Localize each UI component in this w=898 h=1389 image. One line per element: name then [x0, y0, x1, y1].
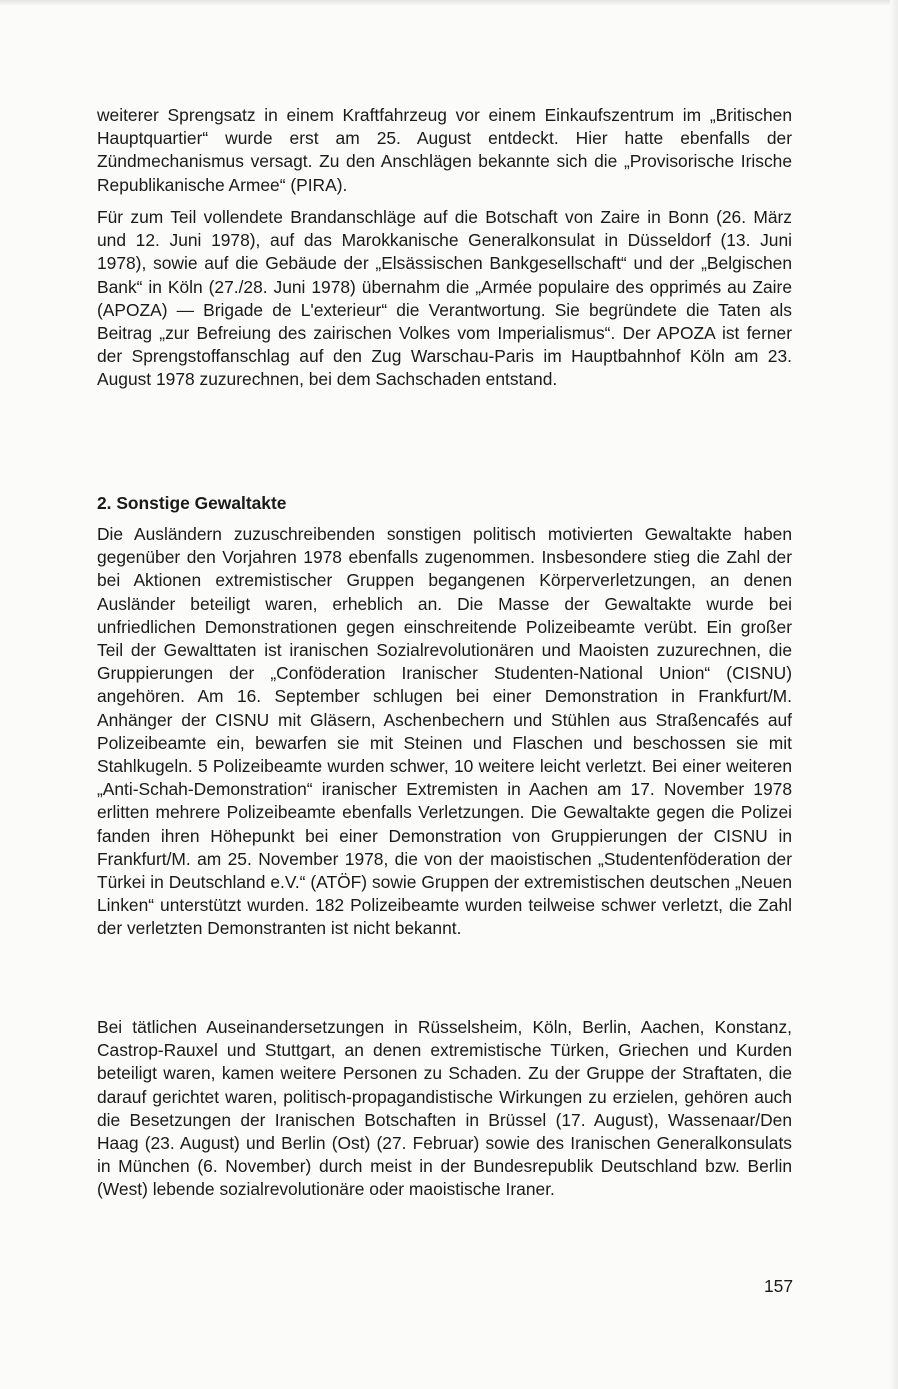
paragraph-text: Die Ausländern zuzuschreibenden sonstigen politisch motivierten Gewaltakte haben gegenüber den Vorjahren 1978 ebenfalls zugenommen. Insbesondere stieg die Zahl der bei Aktionen extremistischer Gruppen begangenen Körperverletzungen, an denen Ausländer beteiligt waren, erheblich an. Die Masse der Gewaltakte wurde bei unfriedlichen Demonstrationen gegen einschreitende Polizeibeamte verübt. Ein großer Teil der Gewalttaten ist iranischen Sozialrevolutionären und Maoisten zuzurechnen, die Gruppierungen der „Conföderation Iranischer Studenten-National Union“ (CISNU) angehören. Am 16. September schlugen bei einer Demonstration in Frankfurt/M. Anhänger der CISNU mit Gläsern, Aschenbechern und Stühlen aus Straßencafés auf Polizeibeamte ein, bewarfen sie mit Steinen und Flaschen und beschossen sie mit Stahlkugeln. 5 Polizeibeamte wurden schwer, 10 weitere leicht verletzt. Bei einer weiteren „Anti-Schah-Demonstration“ iranischer Extremisten in Aachen am 17. November 1978 erlitten mehrere Polizeibeamte ebenfalls Verletzungen. Die Gewaltakte gegen die Polizei fanden ihren Höhepunkt bei einer Demonstration von Gruppierungen der CISNU in Frankfurt/M. am 25. November 1978, die von der maoistischen „Studentenföderation der Türkei in Deutschland e.V.“ (ATÖF) sowie Gruppen der extremistischen deutschen „Neuen Linken“ unterstützt wurden. 182 Polizeibeamte wurden teilweise schwer verletzt, die Zahl der verletzten Demonstranten ist nicht bekannt.	[97, 524, 792, 939]
paragraph-intro-continuation	[97, 104, 792, 197]
paragraph-auseinandersetzungen	[97, 1016, 792, 1202]
paragraph-gewaltakte	[97, 523, 792, 941]
scan-top-edge	[0, 0, 898, 6]
page-number: 157	[763, 1276, 793, 1296]
paragraph-text: Für zum Teil vollendete Brandanschläge auf die Botschaft von Zaire in Bonn (26. März und 12. Juni 1978), auf das Marokkanische Generalkonsulat in Düsseldorf (13. Juni 1978), sowie auf die Gebäude der „Elsässischen Bankgesellschaft“ und der „Belgischen Bank“ in Köln (27./28. Juni 1978) übernahm die „Armée populaire des opprimés au Zaire (APOZA) — Brigade de L'exterieur“ die Verantwortung. Sie begründete die Taten als Beitrag „zur Befreiung des zairischen Volkes vom Imperialismus“. Der APOZA ist ferner der Sprengstoffanschlag auf den Zug Warschau-Paris im Hauptbahnhof Köln am 23. August 1978 zuzurechnen, bei dem Sachschaden entstand.	[97, 207, 792, 390]
paragraph-text: Bei tätlichen Auseinandersetzungen in Rüsselsheim, Köln, Berlin, Aachen, Konstanz, Castrop-Rauxel und Stuttgart, an denen extremistische Türken, Griechen und Kurden beteiligt waren, kamen weitere Personen zu Schaden. Zu der Gruppe der Straftaten, die darauf gerichtet waren, politisch-propagandistische Wirkungen zu erzielen, gehören auch die Besetzungen der Iranischen Botschaften in Brüssel (17. August), Wassenaar/Den Haag (23. August) und Berlin (Ost) (27. Februar) sowie des Iranischen Generalkonsulats in München (6. November) durch meist in der Bundesrepublik Deutschland bzw. Berlin (West) lebende sozialrevolutionäre oder maoistische Iraner.	[97, 1017, 792, 1200]
section-heading: 2. Sonstige Gewaltakte	[97, 493, 287, 513]
paragraph-text: weiterer Sprengsatz in einem Kraftfahrzeug vor einem Einkaufszentrum im „Britischen Hauptquartier“ wurde erst am 25. August entdeckt. Hier hatte ebenfalls der Zündmechanismus versagt. Zu den Anschlägen bekannte sich die „Provisorische Irische Republikanische Armee“ (PIRA).	[97, 105, 792, 195]
scan-right-edge	[890, 0, 898, 1389]
paragraph-brandanschlaege	[97, 206, 792, 392]
